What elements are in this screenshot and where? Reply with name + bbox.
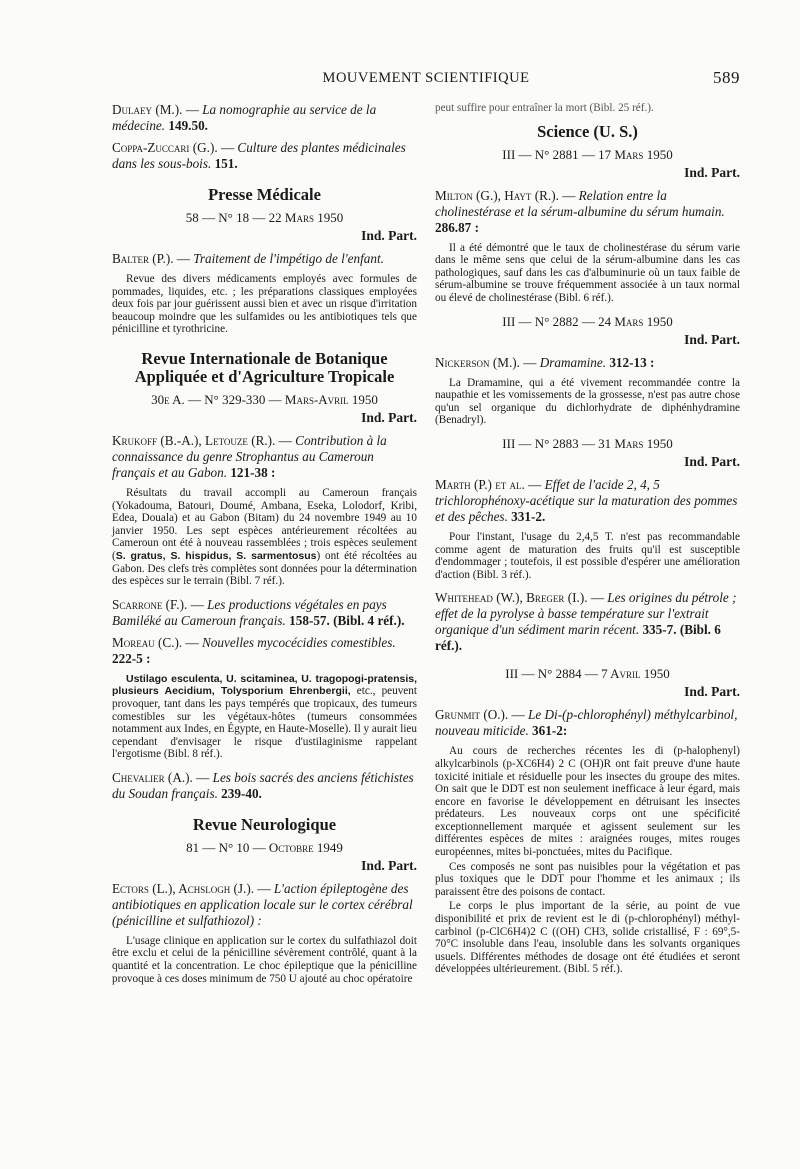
entry-title: Dramamine.: [539, 354, 607, 370]
entry-authors: Grunmit (O.).: [435, 707, 509, 723]
abstract: Le corps le plus important de la série, au point de vue disponibilité et prix de revient est le di (p-chlorophényl) méthyl-carbinol (p-ClC6H4)2 C ((OH) CH3, solide cristallisé, F : 69°,5-70°C insoluble dans l'eau, insoluble dans les solvants organiques usuels. Différentes méthodes de dosage ont été étudiées et seront développées ultérieurement. (Bibl. 5 réf.).: [435, 900, 740, 976]
entry-title: Le Di-(p-chlorophényl) méthylcarbinol, nouveau miticide.: [435, 707, 738, 739]
page-number: 589: [713, 68, 740, 87]
right-column: [435, 102, 740, 994]
entry-ref: 158-57. (Bibl. 4 réf.).: [289, 612, 405, 628]
abstract: Revue des divers médicaments employés avec formules de pommades, liquides, etc. ; les préparations classiques employées deux fois par jour guérissent aussi bien et avec un risque d'irritation beaucoup moindre que les sulfamides ou les antibiotiques tels que pénicilline et tyrothricine.: [112, 273, 417, 336]
entry-authors: Scarrone (F.).: [112, 596, 188, 612]
entry-title: Contribution à la connaissance du genre Strophantus au Cameroun français et au Gabon.: [112, 432, 387, 480]
entry-scarrone: Scarrone (F.). — Les productions végétales en pays Bamiléké au Cameroun français. 158-57. (Bibl. 4 réf.).: [112, 596, 405, 628]
entry-ref: 286.87 :: [435, 219, 479, 235]
entry-coppa-zuccari: Coppa-Zuccari (G.). — Culture des plantes médicinales dans les sous-bois. 151.: [112, 140, 406, 171]
entry-title: Les productions végétales en pays Bamiléké au Cameroun français.: [112, 596, 387, 628]
issue-line: 30e A. — N° 329-330 — Mars-Avril 1950: [151, 391, 378, 407]
issue-line: 81 — N° 10 — Octobre 1949: [186, 839, 343, 855]
entry-title: Effet de l'acide 2, 4, 5 trichlorophénoxy-acétique sur la maturation des pommes et des pêches.: [435, 476, 738, 524]
entry-ref: 151.: [214, 156, 238, 171]
entry-authors: Dulaey (M.).: [112, 102, 183, 117]
abstract: [112, 673, 417, 761]
ind-part: Ind. Part.: [361, 228, 417, 243]
running-title: MOUVEMENT SCIENTIFIQUE: [322, 70, 530, 86]
entry-balter: Balter (P.). — Traitement de l'impétigo de l'enfant.: [112, 251, 384, 266]
abstract: Au cours de recherches récentes les di (p-halophenyl) alkylcarbinols (p-XC6H4) 2 C (OH)R ont fait preuve d'une haute toxicité initiale et résiduelle pour les insectes du groupe des mites. On sait que le DDT est non seulement inefficace à leur égard, mais encore en favorise le développement en détruisant les insectes prédateurs. Les nouveaux corps ont une spécificité exceptionnellement marquée et agissent seulement sur les différentes espèces de mites : araignées rouges, mites rouges européennes, mites bi-ponctuées, mites du Pacifique.: [435, 745, 740, 859]
entry-ref: 331-2.: [511, 508, 546, 524]
journal-title-science: Science (U. S.): [537, 121, 638, 141]
entry-nickerson: Nickerson (M.). — Dramamine. 312-13 :: [435, 354, 655, 370]
abstract-text: etc., peuvent provoquer, tant dans les pays tempérés que tropicaux, des tumeurs comestibles sur les végétaux-hôtes (tumeurs consommées notamment aux Indes, en Égypte, en Haute-Moselle). Il y aurait lieu cependant d'envisager le risque d'ustilaginisme rappelant l'ergotisme (Bibl. 8 réf.).: [112, 685, 417, 761]
entry-authors: Ectors (L.), Achslogh (J.).: [112, 880, 255, 896]
abstract-text: ) ont été récoltées au Gabon. Des clefs très complètes sont données pour la détermination des espèces sur le terrain (Bibl. 7 réf.).: [112, 549, 417, 588]
ind-part: Ind. Part.: [361, 857, 417, 873]
entry-whitehead: Whitehead (W.), Breger (I.). — Les origines du pétrole ; effet de la pyrolyse à basse température sur l'extrait organique d'un sédiment marin récent. 335-7. (Bibl. 6 réf.).: [435, 590, 737, 654]
entry-authors: Chevalier (A.).: [112, 769, 193, 785]
abstract: L'usage clinique en application sur le cortex du sulfathiazol doit être exclu et celui de la pénicilline sévèrement contrôlé, quant à la quantité et la concentration. Le choc épileptique que la pénicilline provoque à ces doses minimum de 750 U ajouté au choc opératoire: [112, 934, 417, 985]
abstract: Il a été démontré que le taux de cholinestérase du sérum varie dans le même sens que celui de la sérum-albumine dans les cas pathologiques, sauf dans les cas d'albuminurie où un taux faible de sérum-albumine se trouve fréquemment associée à un taux normal ou élevé de cholinestérase (Bibl. 6 réf.).: [435, 241, 740, 304]
ind-part: Ind. Part.: [684, 164, 740, 180]
abstract: Pour l'instant, l'usage du 2,4,5 T. n'est pas recommandable comme agent de maturation des fruits qu'il est susceptible d'endommager ; toutefois, il est possible d'espérer une amélioration d'action (Bibl. 3 réf.).: [435, 530, 740, 581]
entry-title: Nouvelles mycocécidies comestibles.: [201, 634, 396, 650]
entry-moreau: Moreau (C.). — Nouvelles mycocécidies comestibles. 222-5 :: [112, 634, 396, 666]
journal-title-presse-medicale: Presse Médicale: [208, 185, 321, 204]
issue-line: 58 — N° 18 — 22 Mars 1950: [185, 210, 344, 225]
ind-part: Ind. Part.: [361, 409, 417, 425]
entry-authors: Milton (G.), Hayt (R.).: [435, 187, 559, 203]
ind-part: Ind. Part.: [684, 453, 740, 469]
entry-marth: Marth (P.) et al. — Effet de l'acide 2, 4, 5 trichlorophénoxy-acétique sur la maturation des pommes et des pêches. 331-2.: [435, 476, 738, 524]
continued-fragment: peut suffire pour entraîner la mort (Bibl. 25 réf.).: [435, 102, 654, 114]
entry-authors: Coppa-Zuccari (G.).: [112, 140, 218, 155]
entry-authors: Moreau (C.).: [112, 634, 183, 650]
abstract-species: Ustilago esculenta, U. scitaminea, U. tragopogi-pratensis, plusieurs Aecidium, Tolysporium Ehrenbergii,: [112, 672, 417, 698]
entry-grunmit: Grunmit (O.). — Le Di-(p-chlorophényl) méthylcarbinol, nouveau miticide. 361-2:: [435, 707, 738, 739]
entry-title: La nomographie au service de la médecine.: [112, 102, 377, 133]
left-column: [112, 102, 417, 994]
abstract: [112, 487, 417, 588]
entry-authors: Krukoff (B.-A.), Letouze (R.).: [112, 432, 276, 448]
entry-ref: 239-40.: [221, 785, 262, 801]
entry-title: Les bois sacrés des anciens fétichistes du Soudan français.: [112, 769, 414, 801]
entry-milton: Milton (G.), Hayt (R.). — Relation entre la cholinestérase et la sérum-albumine du sérum humain. 286.87 :: [435, 187, 725, 235]
entry-dulaey: Dulaey (M.). — La nomographie au service de la médecine. 149.50.: [112, 102, 377, 133]
entry-title: Culture des plantes médicinales dans les sous-bois.: [112, 140, 406, 171]
journal-title-revue-neurologique: Revue Neurologique: [192, 814, 337, 834]
abstract-text: Résultats du travail accompli au Cameroun français (Yokadouma, Batouri, Doumé, Ambana, Eseka, Lolodorf, Kribi, Edea, Douala) et au Gabon (Bitam) du 24 novembre 1949 au 10 janvier 1950. Les sept espèces antérieurement récoltées au Cameroun ont été à nouveau rassemblées ; trois espèces seulement (: [112, 486, 417, 562]
issue-line: III — N° 2884 — 7 Avril 1950: [505, 666, 670, 682]
issue-line: III — N° 2883 — 31 Mars 1950: [502, 435, 673, 451]
entry-ectors: Ectors (L.), Achslogh (J.). — L'action épileptogène des antibiotiques en application locale sur le cortex cérébral (pénicilline et sulfathiozol) :: [112, 880, 413, 928]
abstract: Ces composés ne sont pas nuisibles pour la végétation et pas plus toxiques que le DDT pour l'homme et les animaux ; ils paraissent être des poisons de contact.: [435, 860, 740, 898]
abstract-species: S. gratus, S. hispidus, S. sarmentosus: [115, 549, 317, 562]
issue-line: III — N° 2882 — 24 Mars 1950: [502, 313, 673, 329]
entry-title: Traitement de l'impétigo de l'enfant.: [193, 251, 384, 266]
journal-title-revue-botanique: Revue Internationale de Botanique Appliquée et d'Agriculture Tropicale: [134, 348, 395, 386]
entry-authors: Nickerson (M.).: [435, 354, 520, 370]
entry-krukoff: Krukoff (B.-A.), Letouze (R.). — Contribution à la connaissance du genre Strophantus au Cameroun français et au Gabon. 121-38 :: [112, 432, 387, 480]
entry-authors: Balter (P.).: [112, 251, 174, 266]
entry-ref: 312-13 :: [609, 354, 655, 370]
entry-ref: 149.50.: [168, 118, 208, 133]
entry-title: L'action épileptogène des antibiotiques en application locale sur le cortex cérébral (pénicilline et sulfathiozol) :: [112, 880, 413, 928]
entry-ref: 335-7. (Bibl. 6 réf.).: [435, 622, 721, 654]
issue-line: III — N° 2881 — 17 Mars 1950: [502, 146, 673, 162]
entry-ref: 361-2:: [532, 723, 568, 739]
entry-authors: Whitehead (W.), Breger (I.).: [435, 590, 588, 606]
entry-ref: 222-5 :: [112, 650, 151, 666]
entry-title: Relation entre la cholinestérase et la sérum-albumine du sérum humain.: [435, 187, 725, 219]
running-head: [112, 68, 740, 96]
entry-ref: 121-38 :: [230, 464, 276, 480]
abstract: La Dramamine, qui a été vivement recommandée contre la naupathie et les vomissements de la grossesse, n'est pas autre chose qu'un sel organique du dichlorhydrate de diphénhydramine (Benadryl).: [435, 376, 740, 427]
entry-authors: Marth (P.) et al.: [435, 476, 525, 492]
entry-title: Les origines du pétrole ; effet de la pyrolyse à basse température sur l'extrait organique d'un sédiment marin récent.: [435, 590, 737, 638]
ind-part: Ind. Part.: [684, 684, 740, 700]
columns: [112, 102, 740, 994]
ind-part: Ind. Part.: [684, 331, 740, 347]
entry-chevalier: Chevalier (A.). — Les bois sacrés des anciens fétichistes du Soudan français. 239-40.: [112, 769, 414, 801]
